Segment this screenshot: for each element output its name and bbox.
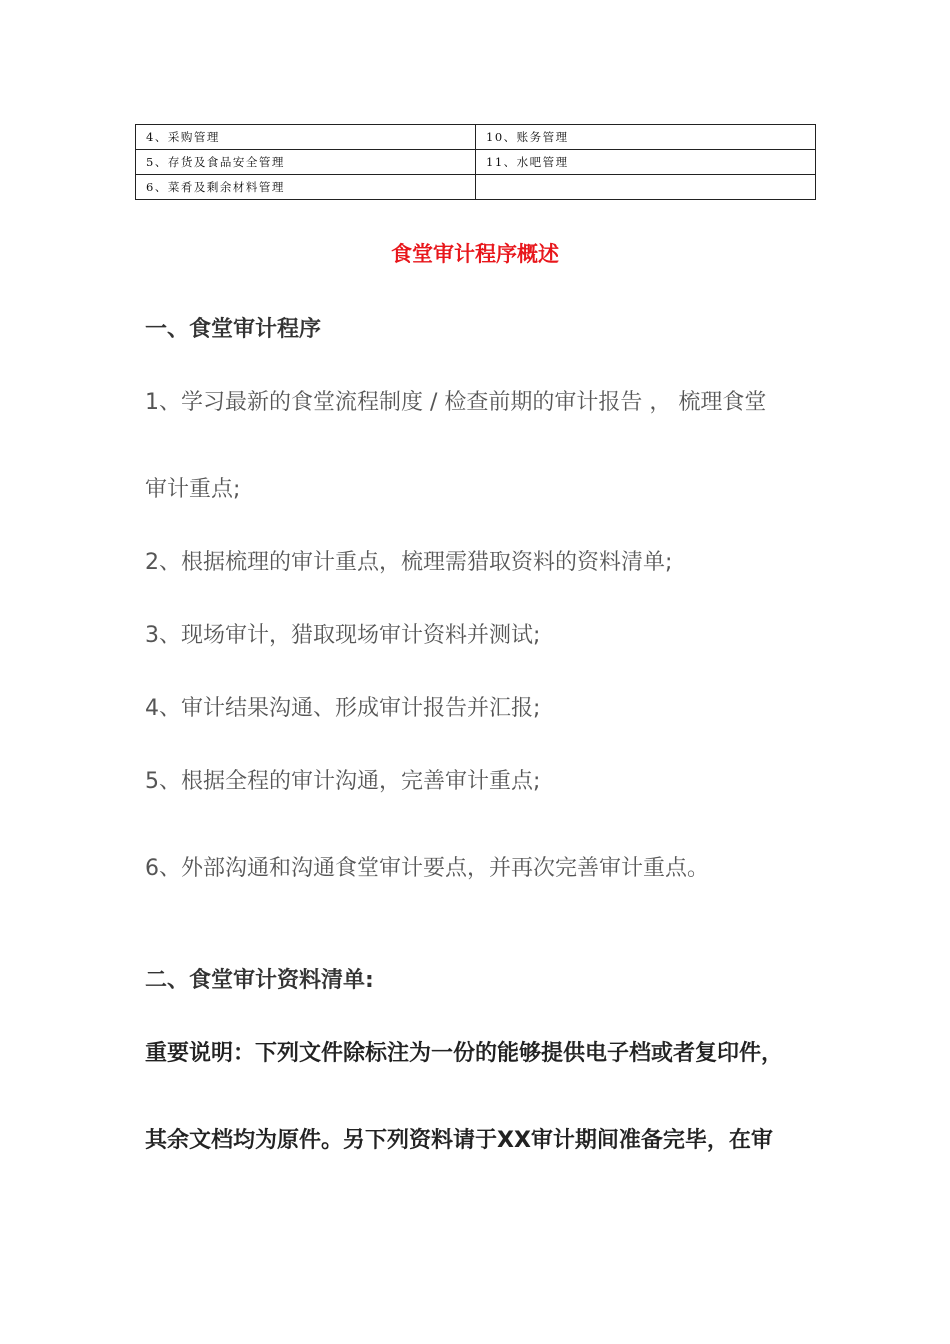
list-item: 5、根据全程的审计沟通，完善审计重点; bbox=[145, 769, 541, 794]
toc-table bbox=[135, 124, 816, 200]
section-heading: 二、食堂审计资料清单: bbox=[145, 968, 374, 993]
table-row bbox=[136, 125, 816, 150]
table-cell: 5、存货及食品安全管理 bbox=[136, 150, 476, 175]
section-heading: 一、食堂审计程序 bbox=[145, 317, 322, 342]
note-paragraph-line: 其余文档均为原件。另下列资料请于XX审计期间准备完毕，在审 bbox=[145, 1128, 773, 1153]
list-item: 3、现场审计，猎取现场审计资料并测试; bbox=[145, 623, 541, 648]
table-cell: 10、账务管理 bbox=[476, 125, 816, 150]
list-item-continuation: 审计重点; bbox=[145, 477, 241, 502]
list-item: 6、外部沟通和沟通食堂审计要点，并再次完善审计重点。 bbox=[145, 856, 709, 881]
table-cell: 11、水吧管理 bbox=[476, 150, 816, 175]
document-title: 食堂审计程序概述 bbox=[391, 242, 559, 266]
list-item: 1、学习最新的食堂流程制度 / 检查前期的审计报告 ， 梳理食堂 bbox=[145, 390, 767, 415]
table-row bbox=[136, 175, 816, 200]
table-cell: 4、采购管理 bbox=[136, 125, 476, 150]
note-paragraph-line: 重要说明：下列文件除标注为一份的能够提供电子档或者复印件， bbox=[145, 1041, 784, 1066]
table-row bbox=[136, 150, 816, 175]
list-item: 4、审计结果沟通、形成审计报告并汇报; bbox=[145, 696, 541, 721]
table-cell: 6、菜肴及剩余材料管理 bbox=[136, 175, 476, 200]
table-cell bbox=[476, 175, 816, 200]
list-item: 2、根据梳理的审计重点，梳理需猎取资料的资料清单; bbox=[145, 550, 673, 575]
